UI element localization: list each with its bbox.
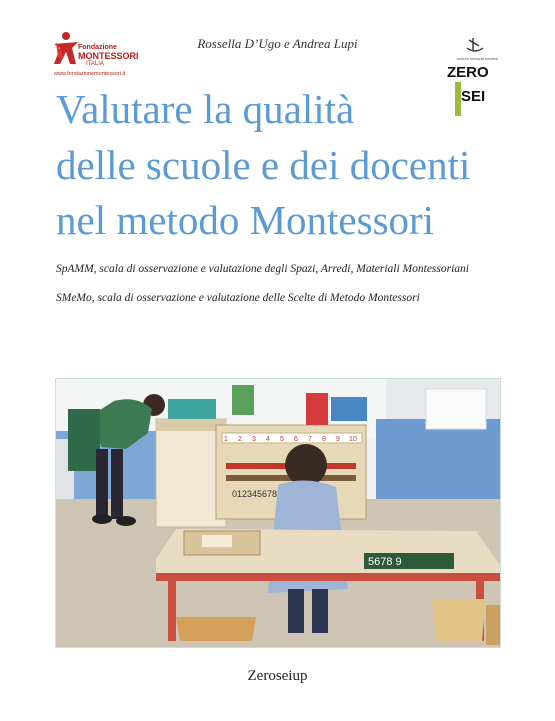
zerosei-tagline: culture infanzia società <box>457 56 498 61</box>
cover-photo-classroom <box>55 378 501 648</box>
bead-strip-label-3: 3 <box>252 436 256 443</box>
table-number-cards: 5678 9 <box>368 556 402 568</box>
logo-org-line3: ITALIA <box>86 61 104 67</box>
title-line-2: delle scuole e dei docenti <box>56 142 471 188</box>
logo-org-line1: Fondazione <box>78 44 117 51</box>
bead-digits: 012345678 <box>232 489 278 499</box>
bead-strip-label-8: 8 <box>322 436 326 443</box>
zerosei-sei-text: SEI <box>461 88 486 105</box>
bead-strip-label-5: 5 <box>280 436 284 443</box>
zerosei-zero-text: ZERO <box>447 64 489 81</box>
bead-strip-label-2: 2 <box>238 436 242 443</box>
bead-strip-label-9: 9 <box>336 436 340 443</box>
logo-org-line2: MONTESSORI <box>78 51 139 61</box>
publisher-name: Zeroseiup <box>247 668 308 684</box>
subtitle-spamm: SpAMM, scala di osservazione e valutazione degli Spazi, Arredi, Materiali Montessoriani <box>56 263 470 275</box>
zerosei-logo <box>443 36 503 118</box>
bead-strip-label-7: 7 <box>308 436 312 443</box>
logo-url: www.fondazionemontessori.it <box>54 71 126 77</box>
subtitle-smemo: SMeMo, scala di osservazione e valutazione delle Scelte di Metodo Montessori <box>56 292 420 304</box>
classroom-illustration <box>56 379 500 647</box>
bead-strip-label-1: 1 <box>224 436 228 443</box>
bead-strip-label-10: 10 <box>349 436 357 443</box>
title-line-1: Valutare la qualità <box>56 86 355 132</box>
bead-strip-label-4: 4 <box>266 436 270 443</box>
title-line-3: nel metodo Montessori <box>56 197 435 243</box>
book-authors: Rossella D’Ugo e Andrea Lupi <box>197 36 358 51</box>
bead-strip-label-6: 6 <box>294 436 298 443</box>
